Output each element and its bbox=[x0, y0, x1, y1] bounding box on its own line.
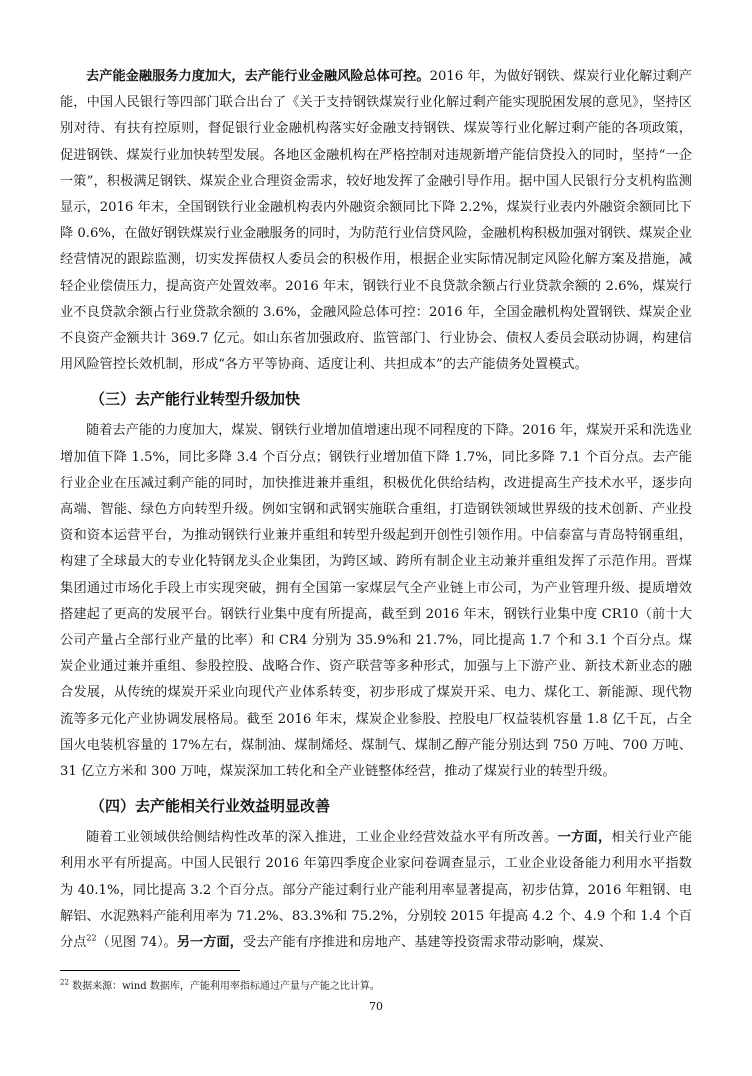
footnote-number: 22 bbox=[60, 978, 69, 987]
paragraph-body: 2016 年，为做好钢铁、煤炭行业化解过剩产能，中国人民银行等四部门联合出台了《关于支持钢铁煤炭行业化解过剩产能实现脱困发展的意见》，坚持区别对待、有扶有控原则，督促银行业金融机构落实好金融支持钢铁、煤炭等行业化解过剩产能的各项政策，促进钢铁、煤炭行业加快转型发展。各地区金融机构在严格控制对违规新增产能信贷投入的同时，坚持“一企一策”，积极满足钢铁、煤炭企业合理资金需求，较好地发挥了金融引导作用。据中国人民银行分支机构监测显示，2016 年末，全国钢铁行业金融机构表内外融资余额同比下降 2.2%，煤炭行业表内外融资余额同比下降 0.6%，在做好钢铁煤炭行业金融服务的同时，为防范行业信贷风险，金融机构积极加强对钢铁、煤炭企业经营情况的跟踪监测，切实发挥债权人委员会的积极作用，根据企业实际情况制定风险化解方案及措施，减轻企业偿债压力，提高资产处置效率。2016 年末，钢铁行业不良贷款余额占行业贷款余额的 2.6%，煤炭行业不良贷款余额占行业贷款余额的 3.6%，金融风险总体可控：2016 年，全国金融机构处置钢铁、煤炭企业不良资产金额共计 369.7 亿元。如山东省加强政府、监管部门、行业协会、债权人委员会联动协调，构建信用风险管控长效机制，形成“各方平等协商、适度让利、共担成本”的去产能债务处置模式。 bbox=[60, 69, 692, 373]
footnote-reference[interactable]: 22 bbox=[86, 933, 97, 943]
footnote-text: 数据来源：wind 数据库，产能利用率指标通过产量与产能之比计算。 bbox=[72, 981, 380, 992]
emphasis-other-hand: 另一方面， bbox=[176, 935, 243, 951]
section-heading-3: （三）去产能行业转型升级加快 bbox=[90, 390, 301, 409]
paragraph-financial-services bbox=[60, 64, 692, 378]
text-run: （见图 74）。 bbox=[96, 935, 177, 951]
document-page bbox=[60, 64, 692, 956]
text-run: 相关行业产能利用水平有所提高。中国人民银行 2016 年第四季度企业家问卷调查显示，工业企业设备能力利用水平指数为 40.1%，同比提高 3.2 个百分点。部分产能过剩行业产能利用率显著提高，初步估算，2016 年粗钢、电解铝、水泥熟料产能利用率为 71.2%、83.3%和 75.2%，分别较 2015 年提高 4.2 个、4.9 个和 1.4 个百分点 bbox=[60, 830, 693, 951]
paragraph-transformation: 随着去产能的力度加大，煤炭、钢铁行业增加值增速出现不同程度的下降。2016 年，煤炭开采和洗选业增加值下降 1.5%，同比多降 3.4 个百分点；钢铁行业增加值下降 1.7%，同比多降 7.1 个百分点。去产能行业企业在压减过剩产能的同时，加快推进兼并重组，积极优化供给结构，改进提高生产技术水平，逐步向高端、智能、绿色方向转型升级。例如宝钢和武钢实施联合重组，打造钢铁领域世界级的技术创新、产业投资和资本运营平台，为推动钢铁行业兼并重组和转型升级起到开创性引领作用。中信泰富与青岛特钢重组，构建了全球最大的专业化特钢龙头企业集团，为跨区域、跨所有制企业主动兼并重组发挥了示范作用。晋煤集团通过市场化手段上市实现突破，拥有全国第一家煤层气全产业链上市公司，为产业管理升级、提质增效搭建起了更高的发展平台。钢铁行业集中度有所提高，截至到 2016 年末，钢铁行业集中度 CR10（前十大公司产量占全部行业产量的比率）和 CR4 分别为 35.9%和 21.7%，同比提高 1.7 个和 3.1 个百分点。煤炭企业通过兼并重组、参股控股、战略合作、资产联营等多种形式，加强与上下游产业、新技术新业态的融合发展，从传统的煤炭开采业向现代产业体系转变，初步形成了煤炭开采、电力、煤化工、新能源、现代物流等多元化产业协调发展格局。截至 2016 年末，煤炭企业参股、控股电厂权益装机容量 1.8 亿千瓦，占全国火电装机容量的 17%左右，煤制油、煤制烯烃、煤制气、煤制乙醇产能分别达到 750 万吨、700 万吨、31 亿立方米和 300 万吨，煤炭深加工转化和全产业链整体经营，推动了煤炭行业的转型升级。 bbox=[60, 423, 692, 780]
page-number: 70 bbox=[369, 1000, 383, 1013]
footnote-divider bbox=[60, 970, 240, 971]
paragraph-lead: 去产能金融服务力度加大，去产能行业金融风险总体可控。 bbox=[86, 69, 430, 84]
text-run: 受去产能有序推进和房地产、基建等投资需求带动影响，煤炭、 bbox=[242, 935, 613, 951]
text-run: 随着工业领域供给侧结构性改革的深入推进，工业企业经营效益水平有所改善。 bbox=[86, 830, 558, 846]
emphasis-one-hand: 一方面， bbox=[557, 830, 612, 846]
paragraph-efficiency bbox=[60, 825, 692, 956]
footnote bbox=[60, 980, 692, 994]
section-heading-4: （四）去产能相关行业效益明显改善 bbox=[90, 797, 331, 816]
